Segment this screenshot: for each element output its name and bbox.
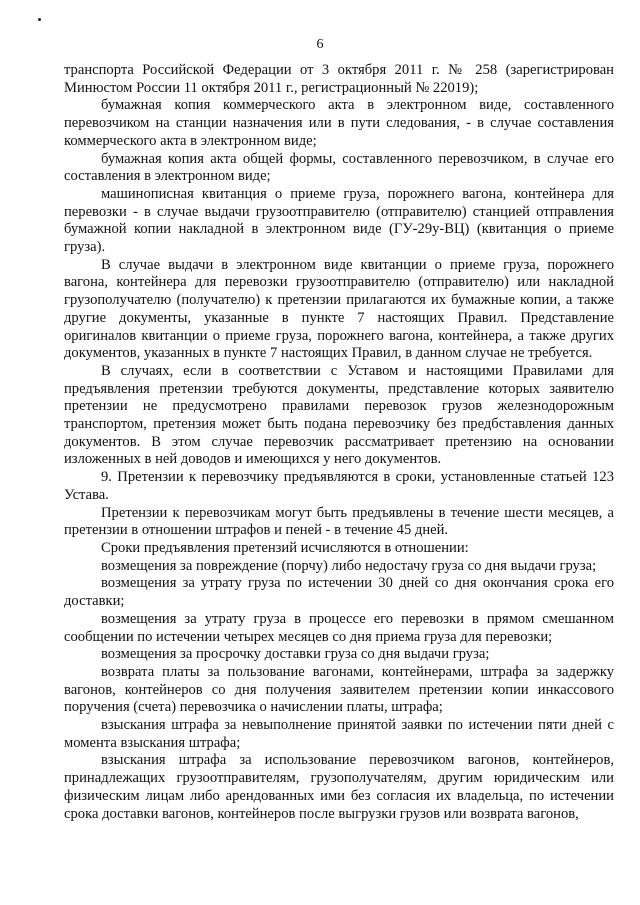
paragraph-item-9: 9. Претензии к перевозчику предъявляются в сроки, установленные статьей 123 Устава. — [64, 469, 614, 503]
paragraph-continuation: транспорта Российской Федерации от 3 октября 2011 г. № 258 (зарегистрирован Минюстом России 11 октября 2011 г., регистрационный № 22019); — [64, 62, 614, 96]
paragraph-terms-calculation: Сроки предъявления претензий исчисляются в отношении: — [101, 539, 469, 556]
list-item-wagon-fee: возврата платы за пользование вагонами, контейнерами, штрафа за задержку вагонов, контейнеров со дня получения заявителем претензии копии инкассового поручения (счета) перевозчика о начислении платы, штрафа; — [64, 663, 614, 716]
paragraph-documents-not-required: В случаях, если в соответствии с Уставом и настоящими Правилами для предъявления претензии требуются документы, представление которых заявителю претензии не предусмотрено правилами перевозок грузов железнодорожным транспортом, претензия может быть подана перевозчику без предбставления данных документов. В этом случае перевозчик рассматривает претензию на основании изложенных в ней доводов и имеющихся у него документов. — [64, 362, 614, 468]
list-item-loss-mixed: возмещения за утрату груза в процессе его перевозки в прямом смешанном сообщении по истечении четырех месяцев со дня приема груза для перевозки; — [64, 610, 614, 645]
paragraph-general-act-copy: бумажная копия акта общей формы, составленного перевозчиком, в случае его составления в электронном виде; — [64, 150, 614, 185]
document-body — [64, 62, 614, 823]
list-item-loss-30-days: возмещения за утрату груза по истечении 30 дней со дня окончания срока его доставки; — [64, 575, 614, 610]
paragraph-electronic-receipt: В случае выдачи в электронном виде квитанции о приеме груза, порожнего вагона, контейнера для перевозки грузоотправителю (отправителю) или накладной грузополучателю (получателю) к претензии прилагаются их бумажные копии, а также другие документы, указанные в пункте 7 настоящих Правил. Представление оригиналов квитанции о приеме груза, порожнего вагона, контейнера, а также других документов, указанных в пункте 7 настоящих Правил, в данном случае не требуется. — [64, 256, 614, 362]
scan-speck — [38, 18, 41, 21]
paragraph-typed-receipt: машинописная квитанция о приеме груза, порожнего вагона, контейнера для перевозки - в случае выдачи грузоотправителю (отправителю) станцией отправления бумажной копии накладной в электронном виде (ГУ-29у-ВЦ) (квитанция о приеме груза). — [64, 185, 614, 256]
list-item-delay: возмещения за просрочку доставки груза со дня выдачи груза; — [101, 646, 490, 663]
paragraph-claim-period: Претензии к перевозчикам могут быть предъявлены в течение шести месяцев, а претензии в отношении штрафов и пеней - в течение 45 дней. — [64, 504, 614, 539]
list-item-order-penalty: взыскания штрафа за невыполнение принятой заявки по истечении пяти дней с момента взыскания штрафа; — [64, 717, 614, 751]
list-item-wagon-usage-penalty: взыскания штрафа за использование перевозчиком вагонов, контейнеров, принадлежащих грузоотправителям, грузополучателям, другим юридическим или физическим лицам либо арендованных ими без согласия их владельца, по истечении срока доставки вагонов, контейнеров после выгрузки грузов или возврата вагонов, — [64, 752, 614, 822]
page-number: 6 — [316, 37, 324, 52]
paragraph-commercial-act-copy: бумажная копия коммерческого акта в электронном виде, составленного перевозчиком на станции назначения или в пути следования, - в случае составления коммерческого акта в электронном виде; — [64, 97, 614, 149]
list-item-damage: возмещения за повреждение (порчу) либо недостачу груза со дня выдачи груза; — [101, 557, 597, 574]
